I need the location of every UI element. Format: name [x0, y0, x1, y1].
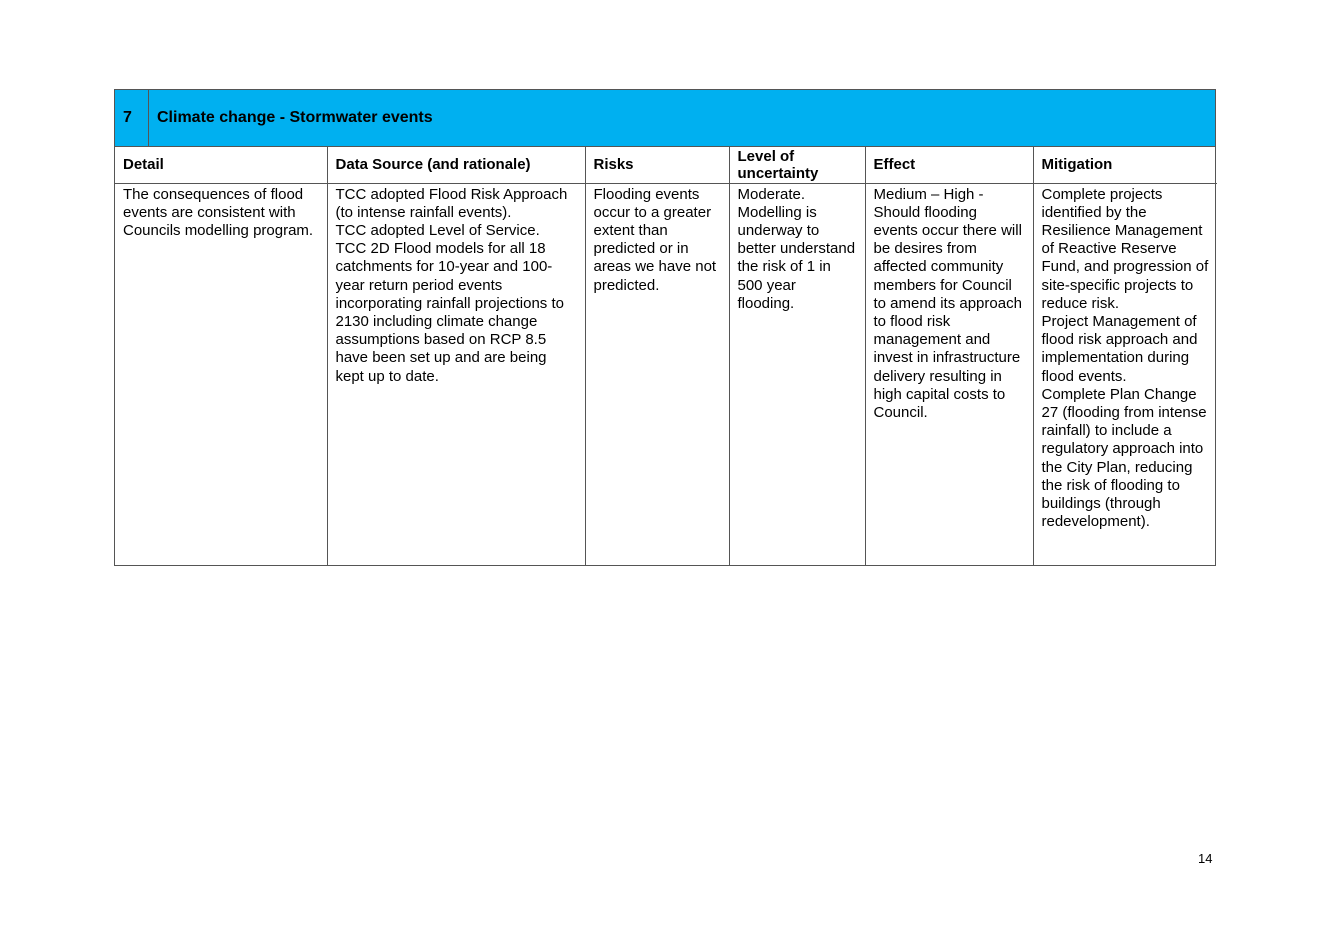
cell-mitigation: Complete projects identified by the Resilience Management of Reactive Reserve Fund, and progression of site-specific projects to reduce risk. Project Management of flood risk approach and implementation during flood events. Complete Plan Change 27 (flooding from intense rainfall) to include a regulatory approach into the City Plan, reducing the risk of flooding to buildings (through redevelopment).	[1041, 185, 1209, 531]
section-number: 7	[115, 90, 149, 146]
table-row	[115, 183, 1217, 565]
header-effect: Effect	[865, 147, 1033, 183]
cell-data-source: TCC adopted Flood Risk Approach (to intense rainfall events). TCC adopted Level of Service. TCC 2D Flood models for all 18 catchments for 10-year and 100-year return period events incorporating rainfall projections to 2130 including climate change assumptions based on RCP 8.5 have been set up and are being kept up to date.	[327, 183, 585, 565]
table-header-row	[115, 147, 1217, 183]
risk-table	[115, 147, 1217, 565]
header-risks: Risks	[585, 147, 729, 183]
risk-section	[114, 89, 1216, 566]
section-title: Climate change - Stormwater events	[157, 109, 433, 126]
cell-risks: Flooding events occur to a greater extent than predicted or in areas we have not predicted.	[585, 183, 729, 565]
section-banner	[115, 90, 1215, 147]
header-level-of-uncertainty: Level of uncertainty	[729, 147, 865, 183]
page-number: 14	[1198, 851, 1213, 866]
header-data-source: Data Source (and rationale)	[327, 147, 585, 183]
cell-level-of-uncertainty: Moderate. Modelling is underway to better understand the risk of 1 in 500 year flooding.	[729, 183, 865, 565]
cell-effect: Medium – High - Should flooding events occur there will be desires from affected community members for Council to amend its approach to flood risk management and invest in infrastructure delivery resulting in high capital costs to Council.	[865, 183, 1033, 565]
header-mitigation: Mitigation	[1033, 147, 1217, 183]
cell-detail: The consequences of flood events are consistent with Councils modelling program.	[115, 183, 327, 565]
header-detail: Detail	[115, 147, 327, 183]
